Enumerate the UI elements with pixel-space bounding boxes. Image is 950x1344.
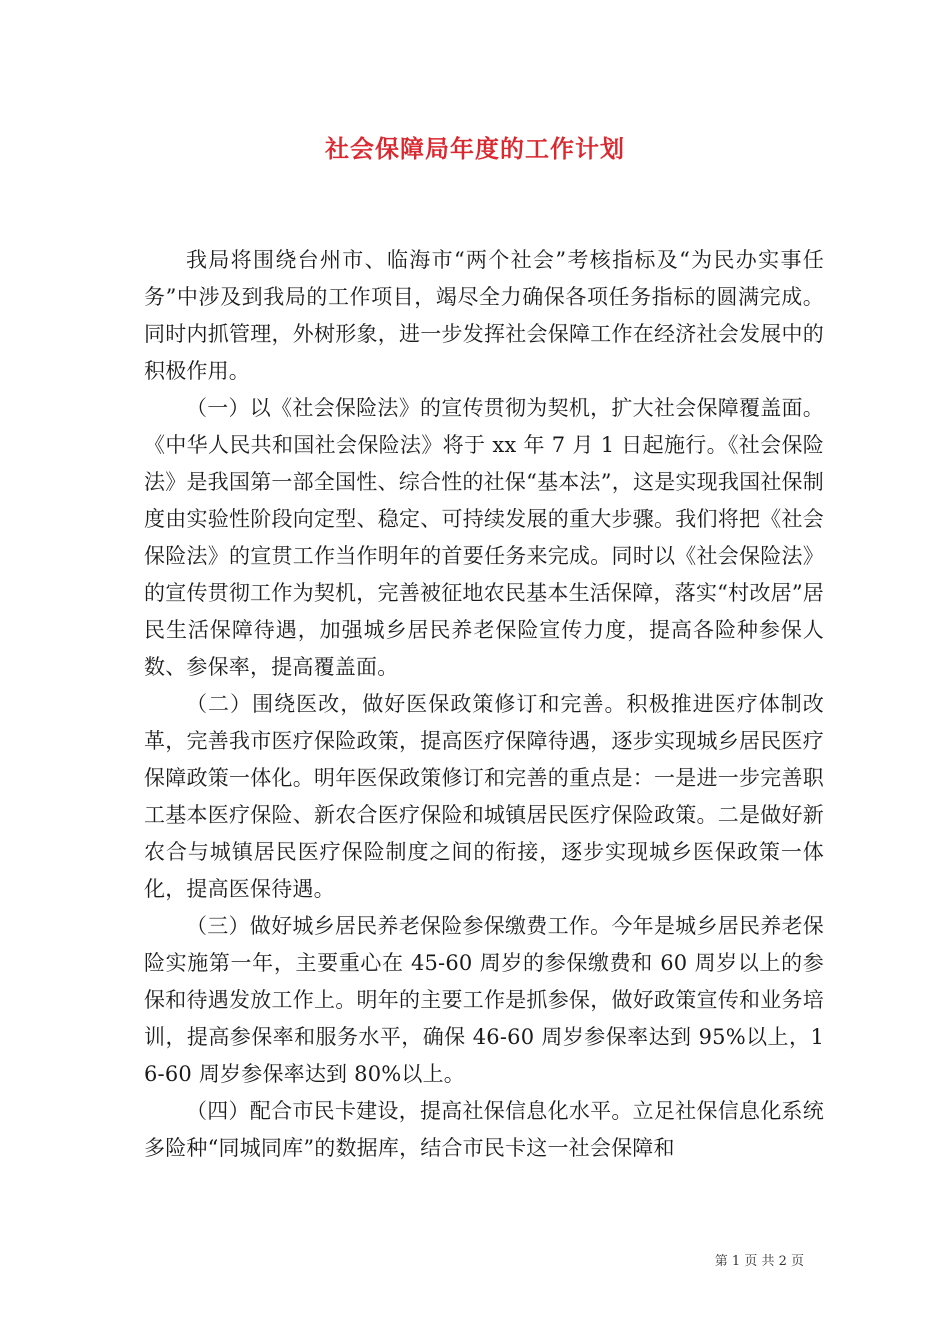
document-body bbox=[144, 242, 824, 1167]
paragraph-section-1: （一）以《社会保险法》的宣传贯彻为契机，扩大社会保障覆盖面。《中华人民共和国社会保险法》将于 xx 年 7 月 1 日起施行。《社会保险法》是我国第一部全国性、综合性的社保“基本法”，这是实现我国社保制度由实验性阶段向定型、稳定、可持续发展的重大步骤。我们将把《社会保险法》的宣贯工作当作明年的首要任务来完成。同时以《社会保险法》的宣传贯彻工作为契机，完善被征地农民基本生活保障，落实“村改居”居民生活保障待遇，加强城乡居民养老保险宣传力度，提高各险种参保人数、参保率，提高覆盖面。 bbox=[144, 396, 824, 679]
page-number: 第 1 页 共 2 页 bbox=[714, 1254, 804, 1269]
paragraph-section-3: （三）做好城乡居民养老保险参保缴费工作。今年是城乡居民养老保险实施第一年，主要重心在 45-60 周岁的参保缴费和 60 周岁以上的参保和待遇发放工作上。明年的主要工作是抓参保，做好政策宣传和业务培训，提高参保率和服务水平，确保 46-60 周岁参保率达到 95%以上，16-60 周岁参保率达到 80%以上。 bbox=[144, 914, 824, 1086]
paragraph-section-4: （四）配合市民卡建设，提高社保信息化水平。立足社保信息化系统多险种“同城同库”的数据库，结合市民卡这一社会保障和 bbox=[144, 1099, 824, 1160]
page-title: 社会保障局年度的工作计划 bbox=[325, 134, 625, 163]
paragraph-section-2: （二）围绕医改，做好医保政策修订和完善。积极推进医疗体制改革，完善我市医疗保险政策，提高医疗保障待遇，逐步实现城乡居民医疗保障政策一体化。明年医保政策修订和完善的重点是：一是进一步完善职工基本医疗保险、新农合医疗保险和城镇居民医疗保险政策。二是做好新农合与城镇居民医疗保险制度之间的衔接，逐步实现城乡医保政策一体化，提高医保待遇。 bbox=[144, 692, 824, 901]
paragraph-intro: 我局将围绕台州市、临海市“两个社会”考核指标及“为民办实事任务”中涉及到我局的工作项目，竭尽全力确保各项任务指标的圆满完成。同时内抓管理，外树形象，进一步发挥社会保障工作在经济社会发展中的积极作用。 bbox=[144, 248, 824, 383]
